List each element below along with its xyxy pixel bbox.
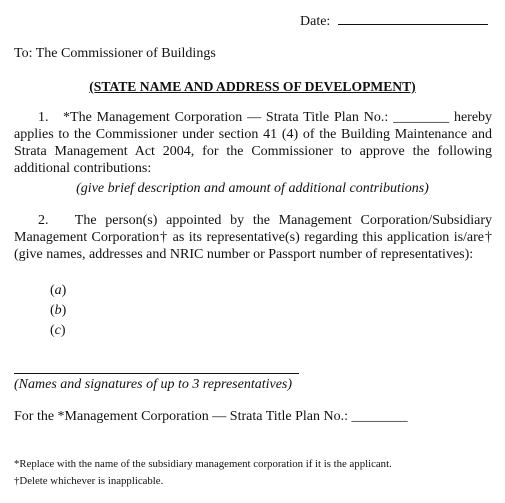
date-row: [300, 13, 488, 30]
for-line-text: For the *Management Corporation — Strata Title Plan No.:: [14, 409, 349, 424]
paragraph-1-text-b: hereby applies to the Commissioner under section 41 (4) of the Building Maintenance and Strata Management Act 2004, for the Commissioner to approve the following additional contributions:: [14, 110, 493, 176]
paragraph-1-text-a: *The Management Corporation — Strata Title Plan No.:: [63, 110, 389, 125]
paragraph-2-number: 2.: [38, 213, 49, 228]
development-heading: (STATE NAME AND ADDRESS OF DEVELOPMENT): [89, 79, 416, 94]
signature-line[interactable]: [14, 373, 299, 374]
addressee: To: The Commissioner of Buildings: [14, 46, 216, 61]
contributions-instruction: (give brief description and amount of additional contributions): [76, 181, 429, 196]
for-management-corporation: [14, 408, 408, 425]
for-plan-number-blank[interactable]: ________: [351, 409, 408, 424]
footnote-1: *Replace with the name of the subsidiary management corporation if it is the applicant.: [14, 458, 392, 470]
paragraph-1: [14, 109, 492, 177]
footnote-2: †Delete whichever is inapplicable.: [14, 475, 164, 487]
representative-item-c[interactable]: (c): [50, 323, 66, 338]
date-blank-line[interactable]: [338, 23, 488, 25]
paragraph-2: [14, 212, 492, 263]
representative-item-a[interactable]: (a): [50, 283, 67, 298]
item-letter: b: [54, 303, 62, 318]
date-label: Date:: [300, 14, 331, 29]
plan-number-blank[interactable]: ________: [393, 110, 450, 125]
signature-caption: (Names and signatures of up to 3 representatives): [14, 377, 293, 392]
paragraph-1-number: 1.: [38, 110, 49, 125]
representative-item-b[interactable]: (b): [50, 303, 67, 318]
item-letter: a: [54, 283, 62, 298]
paragraph-2-text: The person(s) appointed by the Management Corporation/Subsidiary Management Corporation† as its representative(s) regarding this application is/are† (give names, addresses and NRIC number or Passport number of representatives):: [14, 213, 492, 262]
item-letter: c: [54, 323, 61, 338]
